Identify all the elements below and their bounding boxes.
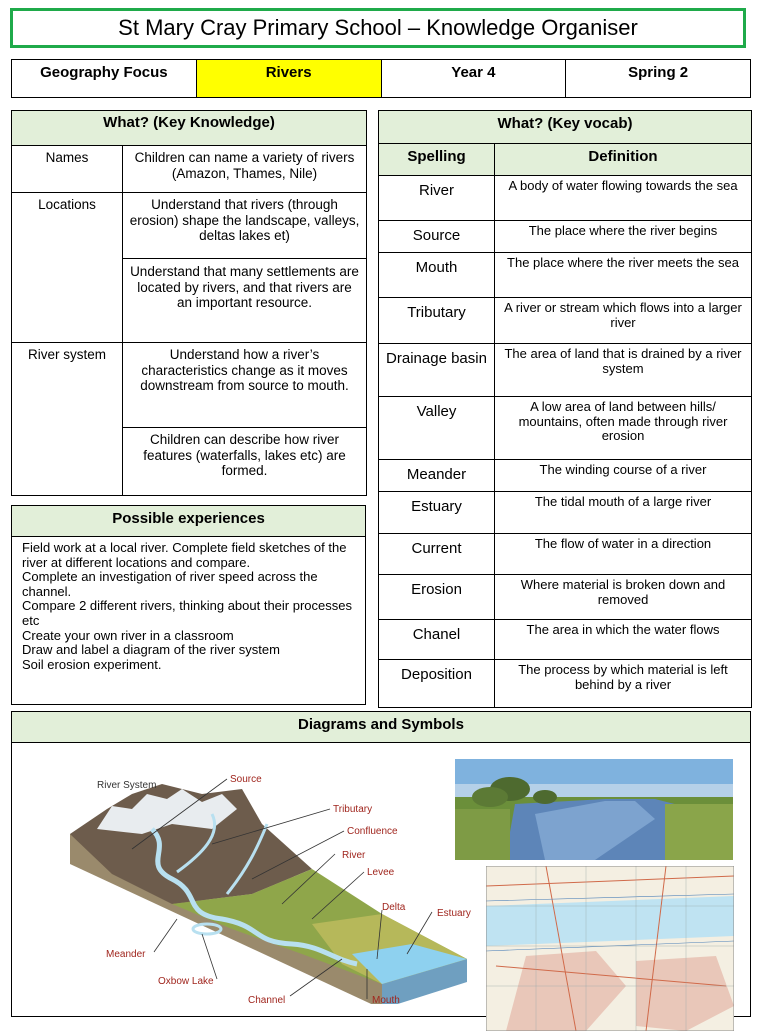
river-photo (455, 759, 733, 860)
vocab-definition: The place where the river meets the sea (495, 253, 752, 298)
kk-item: Understand that many settlements are located by rivers, and that rivers are an important resource. (123, 259, 367, 343)
label-source: Source (230, 774, 262, 785)
page-title (10, 8, 746, 48)
vocab-word: Valley (379, 397, 495, 460)
page-title-text: St Mary Cray Primary School – Knowledge Organiser (118, 15, 638, 40)
vocab-definition: The place where the river begins (495, 221, 752, 253)
kk-label-names: Names (12, 146, 123, 193)
vocab-word: Estuary (379, 492, 495, 534)
experiences-panel (11, 505, 366, 705)
label-tributary: Tributary (333, 804, 373, 815)
vocab-word: Erosion (379, 575, 495, 620)
vocab-word: Mouth (379, 253, 495, 298)
key-vocab-table (378, 110, 752, 708)
label-confluence: Confluence (347, 826, 398, 837)
definition-header: Definition (495, 144, 752, 176)
vocab-definition: A low area of land between hills/ mountains, often made through river erosion (495, 397, 752, 460)
diagrams-heading: Diagrams and Symbols (12, 712, 750, 743)
term-cell: Spring 2 (566, 60, 751, 98)
kk-label-river-system: River system (12, 343, 123, 496)
experience-item: Complete an investigation of river speed across the channel. (22, 569, 318, 599)
label-meander: Meander (106, 949, 146, 960)
experience-item: Field work at a local river. Complete field sketches of the river at different locations and compare. (22, 540, 347, 570)
kk-item: Children can name a variety of rivers (Amazon, Thames, Nile) (123, 146, 367, 193)
topic-cell: Rivers (196, 60, 381, 98)
experiences-heading: Possible experiences (12, 506, 365, 537)
spelling-header: Spelling (379, 144, 495, 176)
vocab-definition: The area of land that is drained by a river system (495, 344, 752, 397)
label-estuary: Estuary (437, 908, 471, 919)
experience-item: Soil erosion experiment. (22, 656, 162, 672)
experience-item: Create your own river in a classroom (22, 627, 234, 643)
os-map (486, 866, 734, 1031)
vocab-definition: The tidal mouth of a large river (495, 492, 752, 534)
experience-item: Compare 2 different rivers, thinking about their processes etc (22, 598, 352, 628)
experiences-list (12, 537, 365, 672)
key-vocab-heading: What? (Key vocab) (379, 111, 752, 144)
kk-label-locations: Locations (12, 193, 123, 343)
vocab-word: Tributary (379, 298, 495, 344)
key-knowledge-heading: What? (Key Knowledge) (12, 111, 367, 146)
vocab-word: Drainage basin (379, 344, 495, 397)
vocab-word: Source (379, 221, 495, 253)
kk-item: Understand that rivers (through erosion) shape the landscape, valleys, deltas lakes et) (123, 193, 367, 259)
focus-bar (11, 59, 751, 98)
vocab-word: Meander (379, 460, 495, 492)
vocab-definition: The process by which material is left behind by a river (495, 660, 752, 708)
river-system-diagram (52, 754, 472, 1004)
label-channel: Channel (248, 995, 286, 1004)
key-knowledge-table (11, 110, 367, 496)
label-delta: Delta (382, 902, 406, 913)
vocab-word: Current (379, 534, 495, 575)
year-cell: Year 4 (381, 60, 566, 98)
label-oxbow: Oxbow Lake (158, 976, 214, 987)
kk-item: Children can describe how river features (waterfalls, lakes etc) are formed. (123, 428, 367, 496)
vocab-word: Deposition (379, 660, 495, 708)
vocab-definition: A river or stream which flows into a larger river (495, 298, 752, 344)
label-levee: Levee (367, 867, 395, 878)
vocab-definition: A body of water flowing towards the sea (495, 176, 752, 221)
vocab-definition: Where material is broken down and removed (495, 575, 752, 620)
kk-item: Understand how a river’s characteristics change as it moves downstream from source to mouth. (123, 343, 367, 428)
vocab-definition: The winding course of a river (495, 460, 752, 492)
vocab-definition: The flow of water in a direction (495, 534, 752, 575)
vocab-word: Chanel (379, 620, 495, 660)
diagrams-panel (11, 711, 751, 1017)
vocab-word: River (379, 176, 495, 221)
label-river: River (342, 850, 366, 861)
subject-cell: Geography Focus (12, 60, 197, 98)
vocab-definition: The area in which the water flows (495, 620, 752, 660)
label-mouth: Mouth (372, 995, 400, 1004)
experience-item: Draw and label a diagram of the river system (22, 642, 280, 658)
diagram-title: River System (97, 780, 157, 791)
